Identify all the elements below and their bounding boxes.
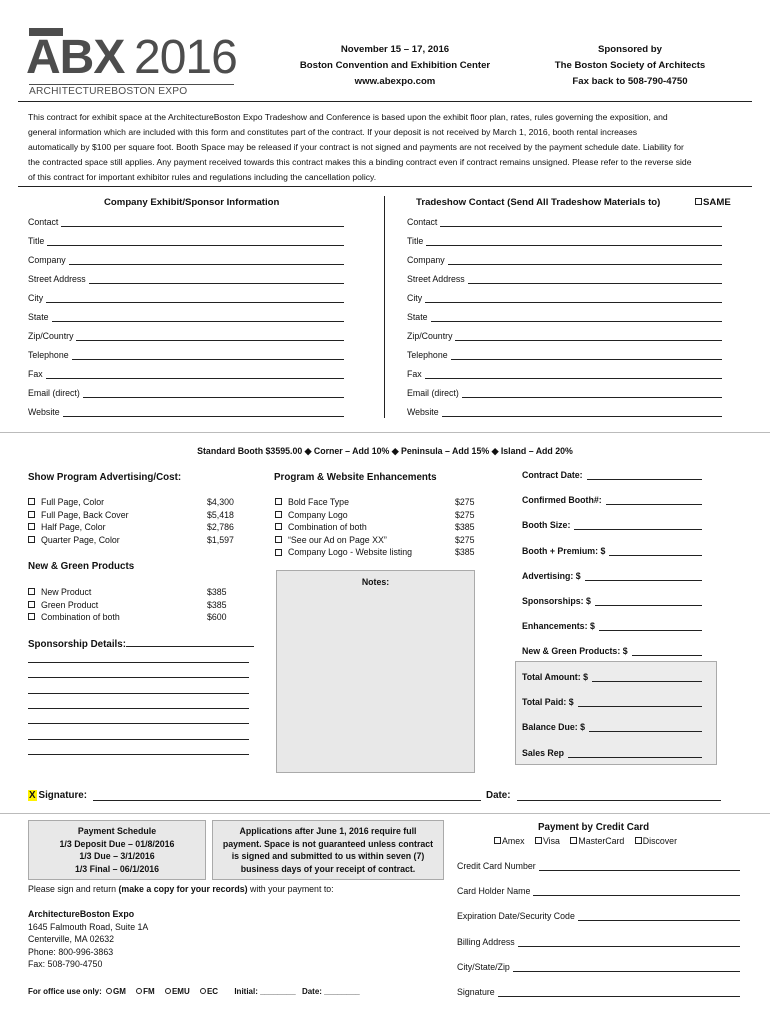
cc-billing-address-input[interactable]: [518, 938, 740, 947]
office-use: [28, 987, 360, 996]
abx-logo: [26, 28, 241, 98]
tradeshow-website-label: Website: [407, 407, 439, 417]
checkbox-icon[interactable]: [275, 549, 282, 556]
cc-city-state-zip-input[interactable]: [513, 963, 740, 972]
contract-sponsorships-label: Sponsorships: $: [522, 596, 591, 606]
cc-card-holder-name-input[interactable]: [533, 887, 740, 896]
enhancement-item-label: “See our Ad on Page XX”: [288, 534, 387, 545]
checkbox-icon[interactable]: [275, 511, 282, 518]
sponsorship-title: Sponsorship Details:: [28, 638, 254, 650]
tradeshow-company-label: Company: [407, 255, 445, 265]
enhancement-item-label: Bold Face Type: [288, 497, 349, 507]
company-website-row: [28, 407, 344, 417]
contract-enhancements-row: [522, 621, 702, 631]
advertising-item[interactable]: [28, 521, 106, 534]
booth-rate-corner: Corner – Add 10%: [313, 446, 390, 456]
total-sales-rep-input[interactable]: [568, 749, 702, 758]
tradeshow-zip-country-input[interactable]: [455, 332, 722, 341]
company-telephone-row: [28, 350, 344, 360]
sponsorship-line[interactable]: [28, 693, 249, 694]
event-website[interactable]: www.abexpo.com: [354, 76, 436, 87]
contract-advertising-label: Advertising: $: [522, 570, 581, 581]
mailing-address: ArchitectureBoston Expo 1645 Falmouth Road, Suite 1A Centerville, MA 02632 Phone: 800-996-3863 Fax: 508-790-4750: [28, 909, 149, 970]
intro-text: This contract for exhibit space at the ArchitectureBoston Expo Tradeshow and Conference is based upon the exhibit floor plan, rates, rules governing the exposition, and general information which are included with this form and constitutes part of the contract. If your deposit is not received by March 1, 2016, booth rental increases automatically by $100 per square foot. Booth Space may be released if your contract is not signed and payments are not received by the payment schedule date. Liability for the contracted space still applies. Any payment received towards this contract makes this a binding contract even if contract remains unsigned. Please refer to the reverse side of this contract for important exhibitor rules and regulations including the cancellation policy.: [28, 112, 692, 182]
tradeshow-email-direct-label: Email (direct): [407, 388, 459, 398]
checkbox-icon[interactable]: [28, 588, 35, 595]
sponsorship-line[interactable]: [28, 723, 249, 724]
company-title-input[interactable]: [47, 237, 344, 246]
checkbox-icon[interactable]: [535, 837, 542, 844]
tradeshow-website-row: [407, 407, 722, 417]
enhancement-item-price: $385: [455, 522, 475, 533]
advertising-item[interactable]: [28, 534, 120, 547]
company-fax-input[interactable]: [46, 370, 344, 379]
company-fax-row: [28, 369, 344, 379]
contract-enhancements-label: Enhancements: $: [522, 621, 595, 632]
tradeshow-company-input[interactable]: [448, 256, 722, 265]
contract-new-green-products-row: [522, 646, 702, 656]
cc-city-state-zip-label: City/State/Zip: [457, 961, 510, 972]
office-gm[interactable]: GM: [106, 987, 126, 996]
sponsorship-line[interactable]: [28, 662, 249, 663]
total-balance-due-input[interactable]: [589, 723, 702, 732]
advertising-item-price: $5,418: [207, 509, 234, 520]
date-line[interactable]: [517, 791, 721, 801]
enhancement-item-price: $275: [455, 534, 475, 545]
total-sales-rep-label: Sales Rep: [522, 747, 565, 758]
company-telephone-label: Telephone: [28, 350, 69, 360]
contract-advertising-row: [522, 571, 702, 581]
payment-schedule-box: Payment Schedule 1/3 Deposit Due – 01/8/2016 1/3 Due – 3/1/2016 1/3 Final – 06/1/2016: [28, 820, 206, 880]
radio-icon[interactable]: [165, 988, 171, 994]
company-title-row: [28, 236, 344, 246]
sponsorship-line[interactable]: [28, 739, 249, 740]
checkbox-icon[interactable]: [494, 837, 501, 844]
cc-card-holder-name-label: Card Holder Name: [457, 886, 531, 897]
contract-contract-date-label: Contract Date:: [522, 470, 583, 480]
company-state-input[interactable]: [52, 313, 344, 322]
cc-credit-card-number-row: [457, 861, 740, 871]
cc-expiration-date-security-code-label: Expiration Date/Security Code: [457, 911, 575, 922]
logo-main: ABX: [26, 31, 125, 84]
tradeshow-company-row: [407, 255, 722, 265]
tradeshow-contact-label: Contact: [407, 217, 438, 227]
intro-divider: [18, 186, 752, 187]
tradeshow-title-label: Title: [407, 236, 424, 246]
contract-confirmed-booth-input[interactable]: [606, 496, 702, 505]
total-sales-rep-row: [522, 748, 702, 758]
checkbox-icon[interactable]: [635, 837, 642, 844]
advertising-item-price: $4,300: [207, 497, 234, 507]
tradeshow-website-input[interactable]: [442, 408, 722, 417]
advertising-item-label: Half Page, Color: [41, 522, 106, 533]
sponsor-line3: Fax back to 508-790-4750: [572, 76, 688, 87]
total-total-paid-label: Total Paid: $: [522, 697, 574, 708]
tradeshow-telephone-input[interactable]: [451, 351, 722, 360]
total-total-paid-row: [522, 697, 702, 707]
sponsorship-line[interactable]: [28, 677, 249, 678]
total-balance-due-row: [522, 722, 702, 732]
company-fax-label: Fax: [28, 369, 43, 379]
company-city-label: City: [28, 293, 44, 303]
cc-credit-card-number-input[interactable]: [539, 862, 740, 871]
signature-divider: [0, 813, 770, 814]
tradeshow-fax-input[interactable]: [425, 370, 722, 379]
cc-expiration-date-security-code-row: [457, 911, 740, 921]
tradeshow-section-title: Tradeshow Contact (Send All Tradeshow Materials to): [416, 197, 661, 208]
company-street-address-row: [28, 274, 344, 284]
company-email-direct-input[interactable]: [83, 389, 344, 398]
applications-note-box: Applications after June 1, 2016 require full payment. Space is not guaranteed unless contract is signed and submitted to us within seven (7) business days of your receipt of contract.: [212, 820, 444, 880]
green-item-label: New Product: [41, 587, 92, 597]
company-website-label: Website: [28, 407, 60, 417]
contract-new-green-products-label: New & Green Products: $: [522, 646, 628, 657]
contract-booth-premium-row: [522, 546, 702, 556]
checkbox-icon[interactable]: [28, 536, 35, 543]
company-street-address-input[interactable]: [89, 275, 344, 284]
tradeshow-state-row: [407, 312, 722, 322]
checkbox-icon[interactable]: [28, 523, 35, 530]
contract-confirmed-booth-label: Confirmed Booth#:: [522, 495, 602, 506]
tradeshow-street-address-row: [407, 274, 722, 284]
date-label: Date:: [486, 790, 511, 801]
booth-rate-peninsula: Peninsula – Add 15%: [401, 446, 490, 456]
checkbox-icon[interactable]: [28, 511, 35, 518]
cc-credit-card-number-label: Credit Card Number: [457, 861, 536, 871]
same-checkbox-box[interactable]: [695, 198, 702, 205]
office-date[interactable]: Date: ________: [301, 987, 360, 996]
enhancement-item[interactable]: [275, 496, 349, 509]
green-item[interactable]: [28, 586, 91, 599]
tradeshow-email-direct-input[interactable]: [462, 389, 722, 398]
enhancement-item[interactable]: [275, 534, 387, 547]
radio-icon[interactable]: [106, 988, 112, 994]
enhancement-item-label: Combination of both: [288, 522, 367, 533]
green-item-label: Combination of both: [41, 612, 120, 623]
same-checkbox[interactable]: [695, 197, 731, 208]
contract-confirmed-booth-row: [522, 495, 702, 505]
office-fm[interactable]: FM: [136, 987, 155, 996]
company-company-input[interactable]: [69, 256, 344, 265]
tradeshow-city-row: [407, 293, 722, 303]
sponsorship-line[interactable]: [28, 754, 249, 755]
booth-rate-island: Island – Add 20%: [500, 446, 573, 456]
radio-icon[interactable]: [200, 988, 206, 994]
tradeshow-city-input[interactable]: [425, 294, 722, 303]
enhancements-title: Program & Website Enhancements: [274, 472, 437, 483]
event-venue: Boston Convention and Exhibition Center: [299, 60, 491, 71]
tradeshow-contact-row: [407, 217, 722, 227]
contract-new-green-products-input[interactable]: [632, 647, 702, 656]
company-city-row: [28, 293, 344, 303]
office-initial[interactable]: Initial: ________: [234, 987, 296, 996]
company-contact-input[interactable]: [61, 218, 344, 227]
advertising-item-label: Full Page, Color: [41, 497, 105, 507]
company-email-direct-row: [28, 388, 344, 398]
signature-mark: X: [29, 790, 36, 801]
contract-booth-premium-label: Booth + Premium: $: [522, 545, 606, 556]
cc-billing-address-row: [457, 937, 740, 947]
company-state-label: State: [28, 312, 49, 322]
signature-row: [28, 790, 721, 801]
company-street-address-label: Street Address: [28, 274, 86, 284]
enhancement-item-label: Company Logo: [288, 509, 348, 520]
advertising-item-label: Quarter Page, Color: [41, 534, 120, 545]
tradeshow-telephone-row: [407, 350, 722, 360]
green-item[interactable]: [28, 599, 98, 612]
company-contact-label: Contact: [28, 217, 59, 227]
company-zip-country-label: Zip/Country: [28, 331, 74, 341]
company-state-row: [28, 312, 344, 322]
contract-booth-size-input[interactable]: [574, 521, 702, 530]
checkbox-icon[interactable]: [28, 601, 35, 608]
signature-label: Signature:: [38, 790, 87, 801]
enhancement-item-price: $385: [455, 547, 475, 558]
contract-contract-date-input[interactable]: [587, 471, 702, 480]
return-note: Please sign and return (make a copy for your records) with your payment to:: [28, 884, 334, 894]
notes-box[interactable]: [276, 570, 475, 773]
office-emu[interactable]: EMU: [165, 987, 190, 996]
company-zip-country-input[interactable]: [76, 332, 344, 341]
advertising-item[interactable]: [28, 509, 129, 522]
booth-rate-standard: Standard Booth $3595.00: [197, 446, 303, 456]
tradeshow-city-label: City: [407, 293, 423, 303]
contract-sponsorships-input[interactable]: [595, 597, 702, 606]
enhancement-item-price: $275: [455, 497, 475, 507]
checkbox-icon[interactable]: [28, 498, 35, 505]
contact-column-divider: [384, 196, 385, 418]
checkbox-icon[interactable]: [570, 837, 577, 844]
notes-title: Notes:: [361, 577, 390, 587]
tradeshow-fax-row: [407, 369, 722, 379]
cc-city-state-zip-row: [457, 962, 740, 972]
tradeshow-fax-label: Fax: [407, 369, 422, 379]
contract-enhancements-input[interactable]: [599, 622, 702, 631]
tradeshow-contact-input[interactable]: [440, 218, 722, 227]
contract-booth-size-row: [522, 520, 702, 530]
advertising-item-price: $2,786: [207, 522, 234, 533]
contract-booth-size-label: Booth Size:: [522, 520, 571, 531]
company-contact-row: [28, 217, 344, 227]
address-name: ArchitectureBoston Expo: [28, 909, 135, 919]
sponsor-line1: Sponsored by: [598, 44, 662, 55]
company-company-row: [28, 255, 344, 265]
total-total-amount-label: Total Amount: $: [522, 672, 588, 682]
contact-divider: [0, 432, 770, 433]
cc-signature-label: Signature: [457, 987, 495, 997]
total-balance-due-label: Balance Due: $: [522, 722, 586, 733]
credit-card-title: Payment by Credit Card: [538, 822, 650, 833]
signature-line[interactable]: [93, 791, 481, 801]
advertising-item-label: Full Page, Back Cover: [41, 509, 129, 520]
sponsorship-input-line[interactable]: [126, 638, 254, 647]
company-title-label: Title: [28, 236, 45, 246]
tradeshow-street-address-input[interactable]: [468, 275, 722, 284]
cc-signature-input[interactable]: [498, 988, 740, 997]
tradeshow-state-input[interactable]: [431, 313, 722, 322]
office-use-label: For office use only:: [28, 987, 102, 996]
same-label: SAME: [703, 197, 731, 208]
logo-tagline: ARCHITECTUREBOSTON EXPO: [29, 84, 234, 97]
office-ec[interactable]: EC: [200, 987, 218, 996]
card-visa[interactable]: Visa: [535, 836, 560, 846]
cc-signature-row: [457, 987, 740, 997]
cc-billing-address-label: Billing Address: [457, 936, 515, 947]
tradeshow-zip-country-label: Zip/Country: [407, 331, 453, 341]
green-item-price: $600: [207, 612, 227, 623]
green-item-price: $385: [207, 587, 227, 597]
checkbox-icon[interactable]: [28, 613, 35, 620]
green-item[interactable]: [28, 611, 120, 624]
sponsor-info: [530, 42, 730, 90]
checkbox-icon[interactable]: [275, 523, 282, 530]
contract-advertising-input[interactable]: [585, 572, 702, 581]
enhancement-item-price: $275: [455, 509, 475, 520]
advertising-item[interactable]: [28, 496, 104, 509]
event-dates: November 15 – 17, 2016: [340, 44, 450, 55]
enhancement-item-label: Company Logo - Website listing: [288, 547, 413, 558]
company-section-title: Company Exhibit/Sponsor Information: [104, 197, 280, 208]
payment-schedule-title: Payment Schedule: [77, 826, 157, 836]
contract-sponsorships-row: [522, 596, 702, 606]
header-divider: [18, 101, 752, 102]
card-types: [494, 836, 677, 846]
advertising-title: Show Program Advertising/Cost:: [28, 472, 182, 483]
contract-booth-premium-input[interactable]: [609, 547, 702, 556]
tradeshow-state-label: State: [407, 312, 428, 322]
green-item-price: $385: [207, 599, 227, 610]
card-amex[interactable]: Amex: [494, 836, 525, 846]
tradeshow-email-direct-row: [407, 388, 722, 398]
total-total-amount-input[interactable]: [592, 673, 702, 682]
total-total-amount-row: [522, 672, 702, 682]
company-telephone-input[interactable]: [72, 351, 344, 360]
tradeshow-street-address-label: Street Address: [407, 274, 465, 284]
company-company-label: Company: [28, 255, 66, 265]
enhancement-item[interactable]: [275, 509, 348, 522]
sponsor-line2: The Boston Society of Architects: [554, 60, 706, 71]
contract-contract-date-row: [522, 470, 702, 480]
tradeshow-zip-country-row: [407, 331, 722, 341]
checkbox-icon[interactable]: [275, 536, 282, 543]
tradeshow-title-row: [407, 236, 722, 246]
event-info: [270, 42, 520, 90]
sponsorship-line[interactable]: [28, 708, 249, 709]
cc-card-holder-name-row: [457, 886, 740, 896]
company-email-direct-label: Email (direct): [28, 388, 80, 398]
tradeshow-title-input[interactable]: [426, 237, 722, 246]
advertising-item-price: $1,597: [207, 534, 234, 545]
checkbox-icon[interactable]: [275, 498, 282, 505]
green-title: New & Green Products: [28, 561, 135, 572]
logo-year: 2016: [134, 31, 237, 84]
green-item-label: Green Product: [41, 599, 99, 610]
enhancement-item[interactable]: [275, 546, 412, 559]
tradeshow-telephone-label: Telephone: [407, 350, 448, 360]
total-total-paid-input[interactable]: [578, 698, 702, 707]
company-city-input[interactable]: [46, 294, 344, 303]
company-zip-country-row: [28, 331, 344, 341]
card-discover[interactable]: Discover: [635, 836, 677, 846]
company-website-input[interactable]: [63, 408, 344, 417]
card-mastercard[interactable]: MasterCard: [570, 836, 624, 846]
booth-rates: Standard Booth $3595.00 ◆ Corner – Add 10% ◆ Peninsula – Add 15% ◆ Island – Add 20%: [197, 446, 573, 456]
radio-icon[interactable]: [136, 988, 142, 994]
enhancement-item[interactable]: [275, 521, 367, 534]
cc-expiration-date-security-code-input[interactable]: [578, 912, 740, 921]
